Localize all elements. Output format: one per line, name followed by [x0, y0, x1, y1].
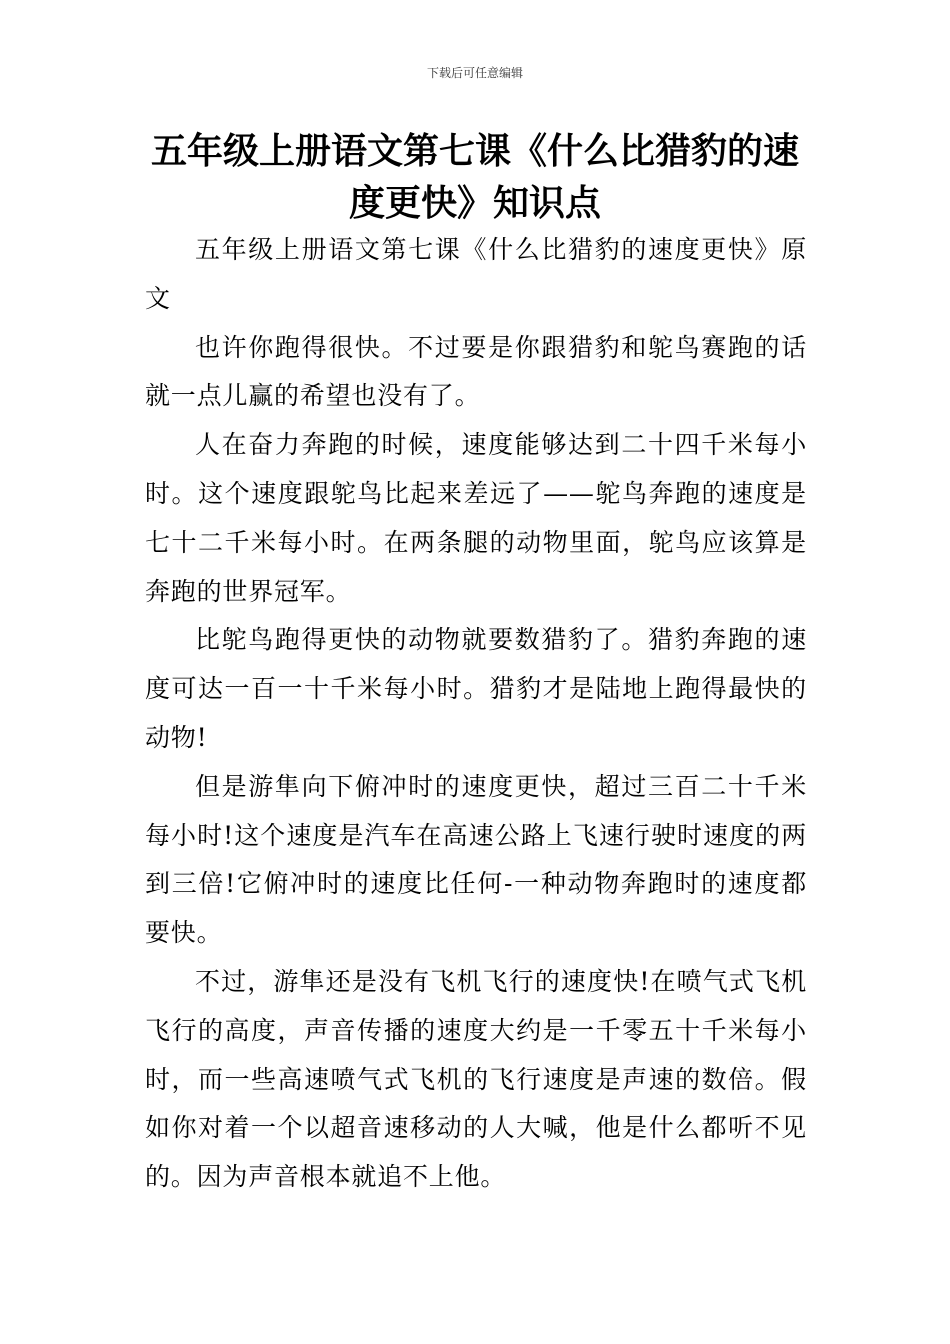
- paragraph-heading-original-text: 五年级上册语文第七课《什么比猎豹的速度更快》原文: [145, 235, 807, 313]
- paragraph: 不过，游隼还是没有飞机飞行的速度快!在喷气式飞机飞行的高度，声音传播的速度大约是一千零五十千米每小时，而一些高速喷气式飞机的飞行速度是声速的数倍。假如你对着一个以超音速移动的人大喊，他是什么都听不见的。因为声音根本就追不上他。: [145, 966, 807, 1192]
- paragraph: 人在奋力奔跑的时候，速度能够达到二十四千米每小时。这个速度跟鸵鸟比起来差远了——鸵鸟奔跑的速度是七十二千米每小时。在两条腿的动物里面，鸵鸟应该算是奔跑的世界冠军。: [145, 430, 807, 606]
- document-body: [145, 226, 807, 1202]
- paragraph: 比鸵鸟跑得更快的动物就要数猎豹了。猎豹奔跑的速度可达一百一十千米每小时。猎豹才是陆地上跑得最快的动物!: [145, 625, 807, 752]
- paragraph: 也许你跑得很快。不过要是你跟猎豹和鸵鸟赛跑的话就一点儿赢的希望也没有了。: [145, 332, 807, 411]
- page-header-note: 下载后可任意编辑: [426, 66, 523, 80]
- document-title: 五年级上册语文第七课《什么比猎豹的速度更快》知识点: [150, 131, 799, 224]
- paragraph: 但是游隼向下俯冲时的速度更快，超过三百二十千米每小时!这个速度是汽车在高速公路上飞速行驶时速度的两到三倍!它俯冲时的速度比任何-一种动物奔跑时的速度都要快。: [145, 771, 807, 948]
